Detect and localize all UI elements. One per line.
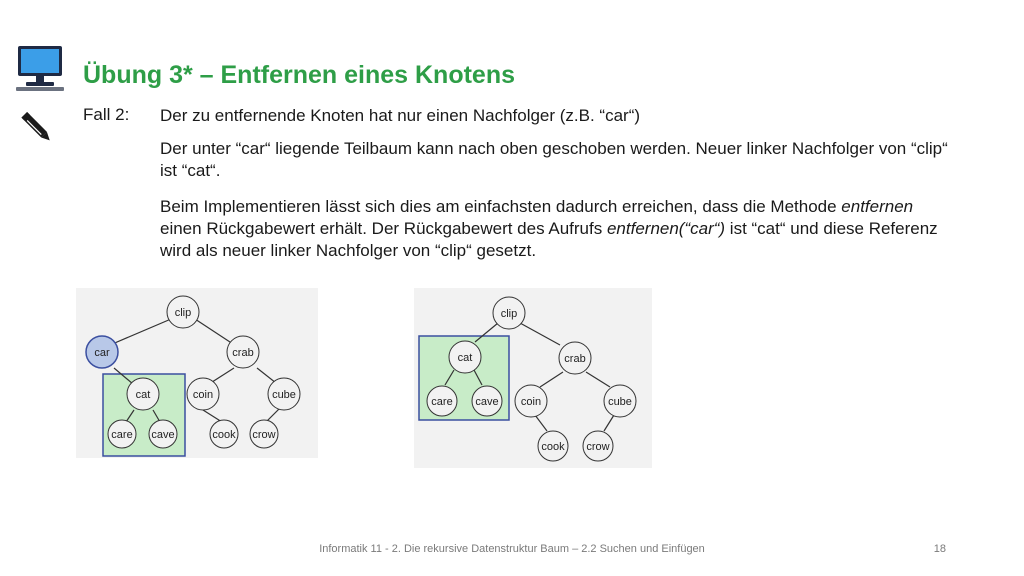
node-crab [227, 336, 259, 368]
svg-text:coin: coin [520, 396, 542, 408]
node-care [427, 386, 457, 416]
node-crow [250, 420, 278, 448]
node-cave [472, 386, 502, 416]
slide-title: Übung 3* – Entfernen eines Knotens [83, 61, 516, 89]
node-car [86, 336, 118, 368]
tree-before-diagram [76, 288, 318, 458]
svg-text:crow: crow [252, 429, 276, 441]
method-call: entfernen(“car“) [606, 219, 726, 238]
node-cube [268, 378, 300, 410]
svg-text:car: car [94, 347, 110, 359]
node-coin [515, 385, 547, 417]
page-number: 18 [933, 543, 946, 555]
paragraph-3-text-a: Beim Implementieren lässt sich dies am einfachsten dadurch erreichen, dass die Methode [160, 197, 842, 216]
slide-footer: Informatik 11 - 2. Die rekursive Datenstruktur Baum – 2.2 Suchen und Einfügen [319, 543, 705, 555]
svg-text:care: care [431, 396, 453, 408]
svg-text:cave: cave [151, 429, 175, 441]
svg-text:clip: clip [174, 307, 192, 319]
paragraph-2: Der unter “car“ liegende Teilbaum kann nach oben geschoben werden. Neuer linker Nachfolger von “clip“ ist “cat“. [160, 139, 948, 180]
node-coin [187, 378, 219, 410]
svg-text:clip: clip [500, 308, 518, 320]
node-cave [149, 420, 177, 448]
paragraph-1: Der zu entfernende Knoten hat nur einen Nachfolger (z.B. “car“) [160, 106, 641, 125]
node-crab [559, 342, 591, 374]
node-cook [210, 420, 238, 448]
node-clip [493, 297, 525, 329]
svg-text:crab: crab [564, 353, 586, 365]
computer-icon [14, 44, 66, 92]
tree-after-diagram [414, 288, 652, 468]
node-crow [583, 431, 613, 461]
case-label: Fall 2: [83, 105, 130, 124]
svg-text:cook: cook [541, 441, 565, 453]
svg-text:cube: cube [608, 396, 632, 408]
paragraph-3 [160, 196, 950, 262]
method-name: entfernen [841, 197, 914, 216]
svg-text:cave: cave [475, 396, 499, 408]
node-cube [604, 385, 636, 417]
svg-text:crab: crab [232, 347, 254, 359]
paragraph-3-text-c: ist “cat“ und diese Referenz wird als neuer linker Nachfolger von “clip“ gesetzt. [160, 219, 938, 260]
pencil-icon [16, 108, 58, 150]
node-cat [127, 378, 159, 410]
paragraph-3-text-b: einen Rückgabewert erhält. Der Rückgabewert des Aufrufs [160, 219, 607, 238]
svg-text:cook: cook [212, 429, 236, 441]
svg-text:care: care [111, 429, 133, 441]
svg-text:cat: cat [457, 352, 473, 364]
svg-text:cube: cube [272, 389, 296, 401]
node-clip [167, 296, 199, 328]
node-cat [449, 341, 481, 373]
svg-text:cat: cat [135, 389, 151, 401]
node-care [108, 420, 136, 448]
node-cook [538, 431, 568, 461]
svg-text:crow: crow [586, 441, 610, 453]
svg-text:coin: coin [192, 389, 214, 401]
